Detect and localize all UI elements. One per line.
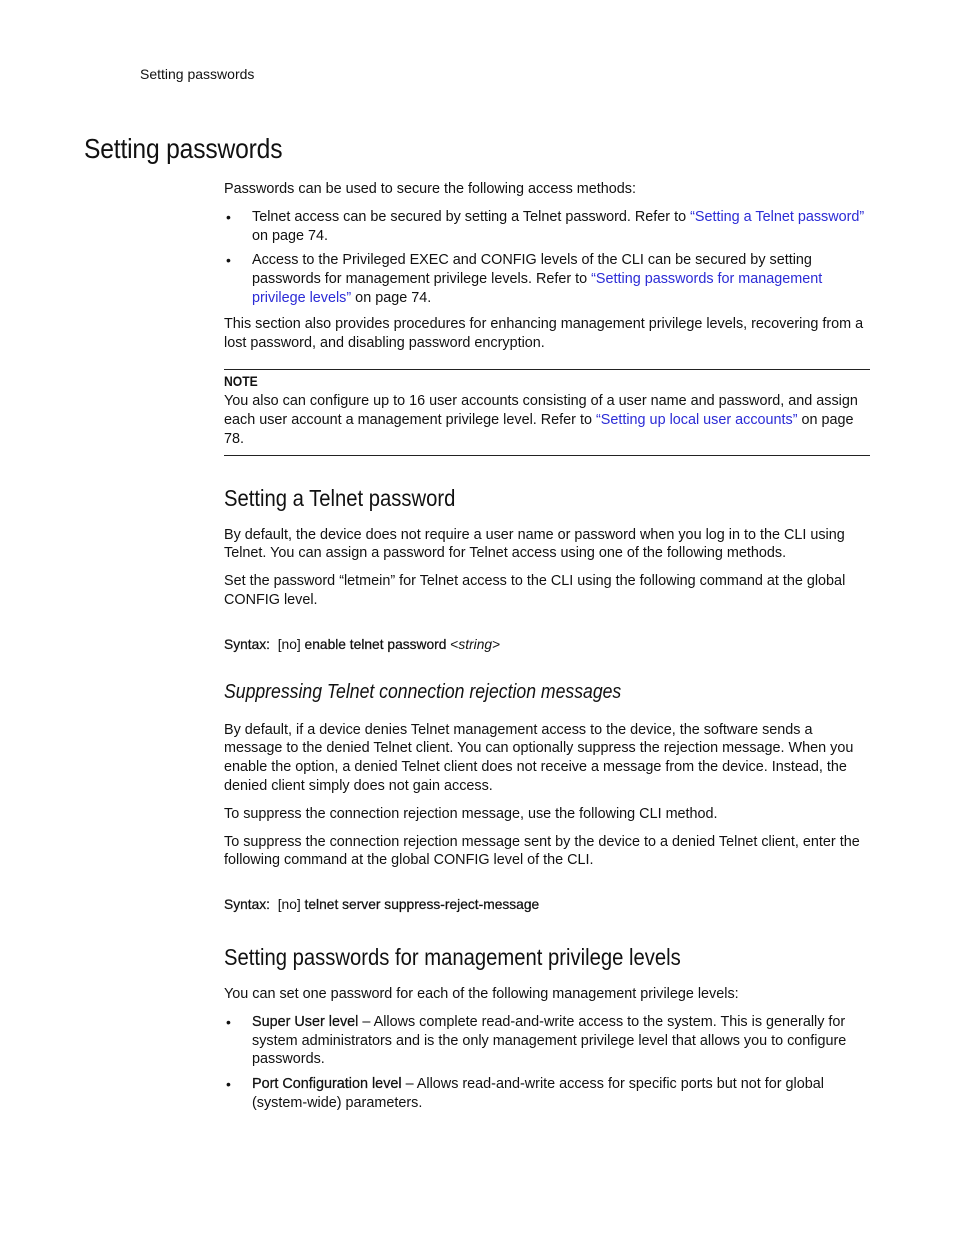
telnet-paragraph: By default, the device does not require a user name or password when you log in to the CLI using Telnet. You can assign a password for Telnet access using one of the following methods.: [224, 526, 845, 562]
syntax-label: Syntax:: [224, 897, 271, 913]
syntax-option: [no]: [277, 636, 301, 652]
bullet-icon: •: [226, 1013, 231, 1030]
syntax-arg-close: >: [492, 636, 501, 652]
local-user-accounts-link[interactable]: “Setting up local user accounts”: [595, 411, 798, 428]
note-text-part: You also can configure up to 16 user accounts consisting of a user name and password, and assign each user account a management privilege level. Refer to: [224, 393, 858, 428]
privilege-description: – Allows read-and-write access for specific ports but not for global (system-wide) parameters.: [252, 1076, 824, 1111]
telnet-syntax: [224, 636, 870, 655]
syntax-command: enable telnet password: [304, 636, 447, 652]
privilege-intro: You can set one password for each of the following management privilege levels:: [224, 985, 739, 1002]
privilege-levels-list: [224, 1013, 870, 1113]
intro-paragraph: Passwords can be used to secure the following access methods:: [224, 181, 636, 197]
list-item-text: Access to the Privileged EXEC and CONFIG levels of the CLI can be secured by setting passwords for management privilege levels. Refer to: [252, 252, 812, 288]
list-item: [224, 208, 870, 246]
list-item: [224, 251, 870, 307]
privilege-term: Super User level: [252, 1013, 359, 1030]
running-header: Setting passwords: [140, 66, 255, 82]
access-methods-list: [224, 208, 870, 308]
suppress-paragraph: To suppress the connection rejection message, use the following CLI method.: [224, 805, 718, 822]
bullet-icon: •: [226, 252, 231, 269]
note-box: [224, 369, 870, 455]
note-text-part: on page 78.: [224, 411, 854, 447]
syntax-label: Syntax:: [224, 636, 271, 652]
note-label: NOTE: [224, 374, 258, 390]
privilege-term: Port Configuration level: [252, 1076, 402, 1093]
telnet-password-link[interactable]: “Setting a Telnet password”: [690, 208, 865, 225]
suppress-paragraph: By default, if a device denies Telnet management access to the device, the software sends a message to the denied Telnet client. You can optionally suppress the rejection message. When you enable the option, a denied Telnet client does not receive a message from the device. Instead, the denied client simply does not gain access.: [224, 721, 854, 794]
list-item-text: Telnet access can be secured by setting a Telnet password. Refer to: [252, 208, 691, 225]
list-item: [224, 1013, 870, 1069]
privilege-levels-link[interactable]: “Setting passwords for management privilege levels”: [252, 271, 823, 306]
syntax-command: telnet server suppress-reject-message: [304, 897, 540, 913]
list-item-text: on page 74.: [351, 289, 432, 306]
syntax-arg-open: <: [450, 636, 459, 652]
list-item: [224, 1075, 870, 1113]
page-title: Setting passwords: [84, 133, 283, 164]
privilege-section-heading: Setting passwords for management privilege levels: [224, 943, 681, 970]
main-content: [224, 180, 870, 1120]
suppress-syntax: [224, 896, 870, 915]
section-also-paragraph: This section also provides procedures for enhancing management privilege levels, recovering from a lost password, and disabling password encryption.: [224, 315, 864, 351]
list-item-text: on page 74.: [252, 227, 329, 244]
privilege-description: – Allows complete read-and-write access to the system. This is generally for system administrators and is the only management privilege level that allows you to configure passwords.: [252, 1013, 847, 1068]
telnet-paragraph: Set the password “letmein” for Telnet access to the CLI using the following command at the global CONFIG level.: [224, 573, 846, 608]
suppress-paragraph: To suppress the connection rejection message sent by the device to a denied Telnet client, enter the following command at the global CONFIG level of the CLI.: [224, 833, 860, 869]
suppress-section-heading: Suppressing Telnet connection rejection messages: [224, 679, 622, 703]
syntax-argument: string: [458, 636, 493, 652]
syntax-option: [no]: [277, 897, 301, 913]
bullet-icon: •: [226, 1076, 231, 1093]
bullet-icon: •: [226, 208, 231, 225]
telnet-section-heading: Setting a Telnet password: [224, 484, 456, 511]
note-text: [224, 392, 870, 448]
